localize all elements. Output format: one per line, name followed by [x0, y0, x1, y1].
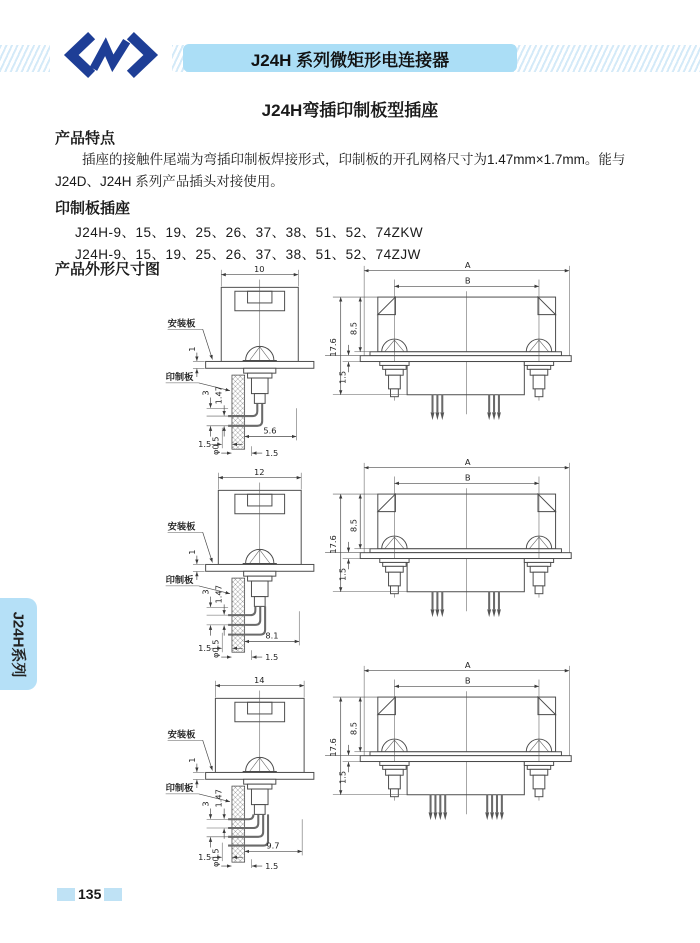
page-footer: [57, 886, 122, 902]
page-number: 135: [78, 886, 102, 902]
brand-logo-icon: [58, 31, 164, 79]
dim-width-label: 10: [253, 263, 265, 274]
dim-body-height-label: 8.5: [348, 721, 359, 736]
dim-b-label: B: [464, 275, 471, 286]
mounting-plate-callout: [168, 317, 213, 359]
part-number-line-zjw: J24H-9、15、19、25、26、37、38、51、52、74ZJW: [75, 247, 421, 262]
connector-body: [221, 280, 298, 362]
dim-tail-span-label: 9.7: [266, 840, 280, 851]
dim-hole-label: φ0.5: [210, 639, 221, 659]
dim-flange-height-label: 1.5: [337, 567, 348, 581]
dim-flange-thickness-label: 1: [186, 346, 197, 352]
pcb-label: 印制板: [165, 574, 194, 586]
jackscrew-stack: [244, 571, 276, 606]
pcb-sockets-heading: 印制板插座: [55, 200, 131, 217]
dim-b-label: B: [464, 675, 471, 686]
connector-body: [215, 691, 304, 773]
outline-heading: 产品外形尺寸图: [55, 261, 161, 278]
pcb-callout: [166, 782, 245, 862]
dim-tail-span-label: 5.6: [263, 425, 277, 436]
dim-row-offset-label: 3: [200, 801, 211, 807]
dim-flange-height-label: 1.5: [337, 370, 348, 384]
pcb-callout: [166, 574, 245, 652]
mounting-plate-label: 安装板: [167, 521, 196, 533]
dim-row-offset-label: 3: [200, 589, 211, 595]
dim-flange-thickness-label: 1: [186, 757, 197, 763]
part-number-line-zkw: J24H-9、15、19、25、26、37、38、51、52、74ZKW: [75, 225, 424, 240]
mounting-plate-callout: [168, 728, 213, 770]
dim-pitch-label: 1.47: [213, 789, 224, 808]
footer-left-block: [57, 888, 75, 901]
dim-edge-a-label: 1.5: [198, 439, 212, 450]
dim-a-label: A: [464, 259, 471, 270]
dim-hole-label: φ0.5: [210, 436, 221, 456]
dim-width-label: 12: [253, 466, 265, 477]
series-title-banner: [183, 44, 517, 72]
front-view-drawing-row3: [320, 658, 588, 826]
dim-tail-span-label: 8.1: [265, 630, 279, 641]
dim-a-label: A: [464, 456, 471, 467]
dim-pitch-label: 1.47: [213, 585, 224, 604]
dim-edge-a-label: 1.5: [198, 852, 212, 863]
dim-row-offset-label: 3: [200, 390, 211, 396]
page-title: J24H弯插印制板型插座: [261, 101, 439, 120]
jackscrew-stack: [244, 779, 276, 814]
connector-body: [218, 483, 301, 565]
dim-overall-height-label: 17.6: [327, 338, 338, 357]
features-heading: 产品特点: [55, 130, 116, 147]
mounting-plate-label: 安装板: [167, 318, 196, 330]
pcb-label: 印制板: [165, 782, 194, 794]
dim-overall-height-label: 17.6: [327, 738, 338, 757]
connector-shell: [360, 488, 571, 611]
contact-pins: [431, 395, 501, 420]
pin-dimensions: [198, 789, 302, 871]
pcb-label: 印制板: [165, 371, 194, 383]
dim-width-label: 14: [253, 674, 265, 685]
dim-edge-a-label: 1.5: [198, 643, 212, 654]
series-title: J24H 系列微矩形电连接器: [250, 50, 450, 70]
pin-dimensions: [198, 386, 296, 458]
dim-a-label: A: [464, 659, 471, 670]
dim-overall-height-label: 17.6: [327, 535, 338, 554]
jackscrew-stack: [244, 368, 276, 403]
brand-logo: [50, 26, 172, 84]
dim-pitch-label: 1.47: [213, 385, 224, 405]
mounting-plate-callout: [168, 520, 213, 562]
front-view-drawing-row2: [320, 455, 588, 623]
dim-flange-thickness-label: 1: [186, 549, 197, 555]
dim-b-label: B: [464, 472, 471, 483]
connector-shell: [360, 291, 571, 414]
dim-hole-label: φ0.5: [210, 848, 221, 868]
pin-dimensions: [198, 585, 299, 662]
pcb-callout: [166, 371, 245, 449]
dim-edge-b-label: 1.5: [265, 448, 279, 459]
sidebar-series-label: J24H系列: [9, 611, 26, 677]
front-view-drawing-row1: [320, 258, 588, 426]
dim-edge-b-label: 1.5: [265, 652, 279, 662]
connector-shell: [360, 691, 571, 814]
features-paragraph: 插座的接触件尾端为弯插印制板焊接形式，印制板的开孔网格尺寸为1.47mm×1.7mm。能与J24D、J24H 系列产品插头对接使用。: [55, 152, 626, 189]
contact-pins: [431, 592, 501, 617]
contact-pins: [429, 795, 504, 820]
sidebar-series-tab: [0, 598, 37, 690]
dim-edge-b-label: 1.5: [265, 860, 279, 871]
footer-right-block: [104, 888, 122, 901]
dim-flange-height-label: 1.5: [337, 770, 348, 784]
dim-body-height-label: 8.5: [348, 518, 359, 533]
dim-body-height-label: 8.5: [348, 321, 359, 336]
mounting-plate-label: 安装板: [167, 729, 196, 741]
